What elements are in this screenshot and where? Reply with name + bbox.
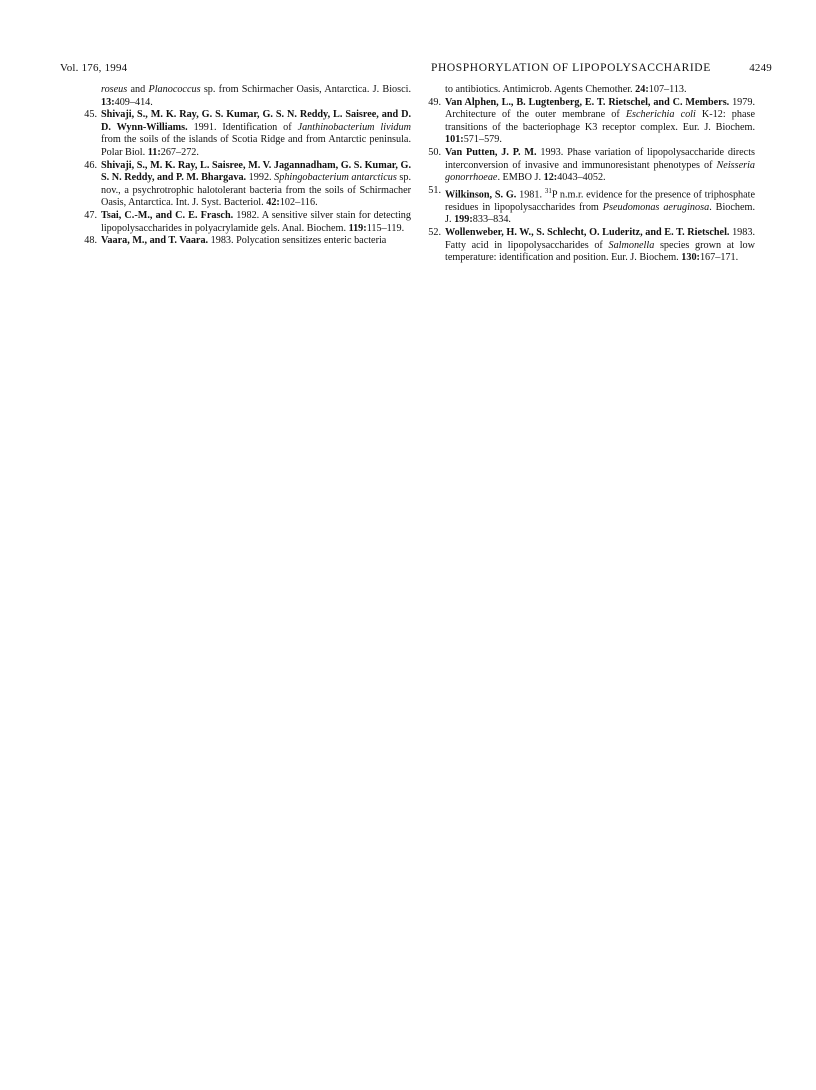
reference-45 (81, 109, 411, 159)
ref-volume: 42: (266, 197, 280, 209)
ref-italic: Janthinobacterium lividum (297, 121, 411, 133)
ref-authors: Vaara, M., and T. Vaara. (101, 235, 209, 247)
reference-continuation (425, 84, 755, 97)
ref-text: 1992. (246, 172, 275, 184)
genus-name: Planococcus (148, 84, 201, 95)
ref-number: 47 . (81, 210, 97, 223)
ref-volume: 199: (454, 214, 473, 226)
ref-number: 50 . (425, 147, 441, 160)
ref-volume: 24: (635, 84, 649, 95)
ref-text: 1981. (516, 189, 545, 201)
ref-volume: 101: (445, 134, 464, 146)
ref-authors: Van Alphen, L., B. Lugtenberg, E. T. Rietschel, and C. Members. (445, 96, 730, 108)
ref-volume: 130: (681, 252, 700, 264)
ref-authors: Wilkinson, S. G. (445, 189, 517, 201)
ref-volume: 13: (101, 96, 115, 108)
ref-number: 45 . (81, 109, 97, 122)
species-name: roseus (101, 84, 128, 95)
ref-text: to antibiotics. Antimicrob. Agents Chemother. (445, 84, 636, 95)
left-column (81, 84, 411, 248)
ref-authors: Tsai, C.-M., and C. E. Frasch. (101, 209, 234, 221)
reference-46 (81, 160, 411, 210)
page-number: 4249 (749, 62, 772, 74)
ref-pages: 267–272. (160, 146, 199, 158)
ref-text: 1983. Polycation sensitizes enteric bacteria (208, 235, 387, 247)
ref-authors: Van Putten, J. P. M. (445, 146, 537, 158)
ref-pages: 107–113. (648, 84, 687, 95)
ref-italic: Sphingobacterium antarcticus (274, 172, 397, 184)
ref-text: 1982. A sensitive silver stain for detecting lipopolysaccharides in polyacrylamide gels. Anal. Biochem. (101, 209, 411, 234)
ref-number: 46 . (81, 160, 97, 173)
ref-volume: 12: (543, 172, 558, 184)
ref-text: from the soils of the islands of Scotia Ridge and from Antarctic peninsula. Polar Biol. (101, 134, 411, 158)
reference-50 (425, 147, 755, 185)
reference-47 (81, 210, 411, 235)
page-header (60, 62, 772, 78)
ref-number: 48 . (81, 235, 97, 248)
ref-authors: Shivaji, S., M. K. Ray, G. S. Kumar, G. S. N. Reddy, L. Saisree, and D. D. Wynn-Williams. (101, 109, 411, 133)
ref-italic: Salmonella (608, 239, 655, 251)
ref-text: species grown at low temperature: identification and position. Eur. J. Biochem. (445, 239, 755, 264)
ref-text: 1979. Architecture of the outer membrane of (445, 96, 756, 121)
ref-pages: 571–579. (463, 134, 502, 146)
ref-italic: Escherichia coli (625, 109, 696, 121)
running-title: PHOSPHORYLATION OF LIPOPOLYSACCHARIDE (431, 62, 711, 74)
ref-superscript: 31 (544, 186, 552, 195)
ref-pages: 102–116. (279, 197, 318, 209)
ref-text: K-12: phase transitions of the bacteriophage K3 receptor complex. Eur. J. Biochem. (445, 109, 755, 133)
ref-authors: Wollenweber, H. W., S. Schlecht, O. Luderitz, and E. T. Rietschel. (445, 226, 730, 238)
reference-49 (425, 97, 755, 147)
ref-volume: 11: (147, 146, 161, 158)
right-column (425, 84, 755, 265)
ref-text: . Biochem. J. (445, 201, 756, 226)
ref-text: . EMBO J. (497, 172, 544, 184)
ref-pages: 167–171. (699, 252, 739, 264)
ref-italic: Neisseria gonorrhoeae (445, 159, 755, 184)
ref-number: 52 . (425, 227, 441, 240)
ref-pages: 409–414. (114, 96, 153, 108)
ref-text: and (127, 84, 149, 95)
reference-48 (81, 235, 411, 248)
ref-number: 51 . (425, 185, 441, 198)
ref-text: P n.m.r. evidence for the presence of triphosphate residues in lipopolysaccharides from (445, 189, 756, 213)
ref-pages: 4043–4052. (557, 172, 606, 184)
ref-text: 1991. Identification of (187, 121, 298, 133)
ref-volume: 119: (348, 222, 367, 234)
reference-continuation (81, 84, 411, 109)
ref-authors: Shivaji, S., M. K. Ray, L. Saisree, M. V. Jagannadham, G. S. Kumar, G. S. N. Reddy, and P. M. Bhargava. (101, 159, 411, 184)
ref-text: 1993. Phase variation of lipopolysaccharide directs interconversion of invasive and immunoresistant phenotypes of (445, 146, 755, 171)
ref-italic: Pseudomonas aeruginosa (602, 201, 710, 213)
ref-number: 49 . (425, 97, 441, 110)
ref-text: 1983. Fatty acid in lipopolysaccharides of (445, 226, 755, 251)
ref-pages: 115–119. (366, 222, 405, 234)
reference-51 (425, 185, 755, 227)
ref-text: sp. nov., a psychrotrophic halotolerant bacteria from the soils of Schirmacher Oasis, Antarctica. Int. J. Syst. Bacteriol. (101, 172, 411, 209)
reference-52 (425, 227, 755, 265)
ref-pages: 833–834. (472, 214, 511, 226)
ref-text: sp. from Schirmacher Oasis, Antarctica. J. Biosci. (200, 84, 411, 95)
journal-volume: Vol. 176, 1994 (60, 62, 128, 74)
